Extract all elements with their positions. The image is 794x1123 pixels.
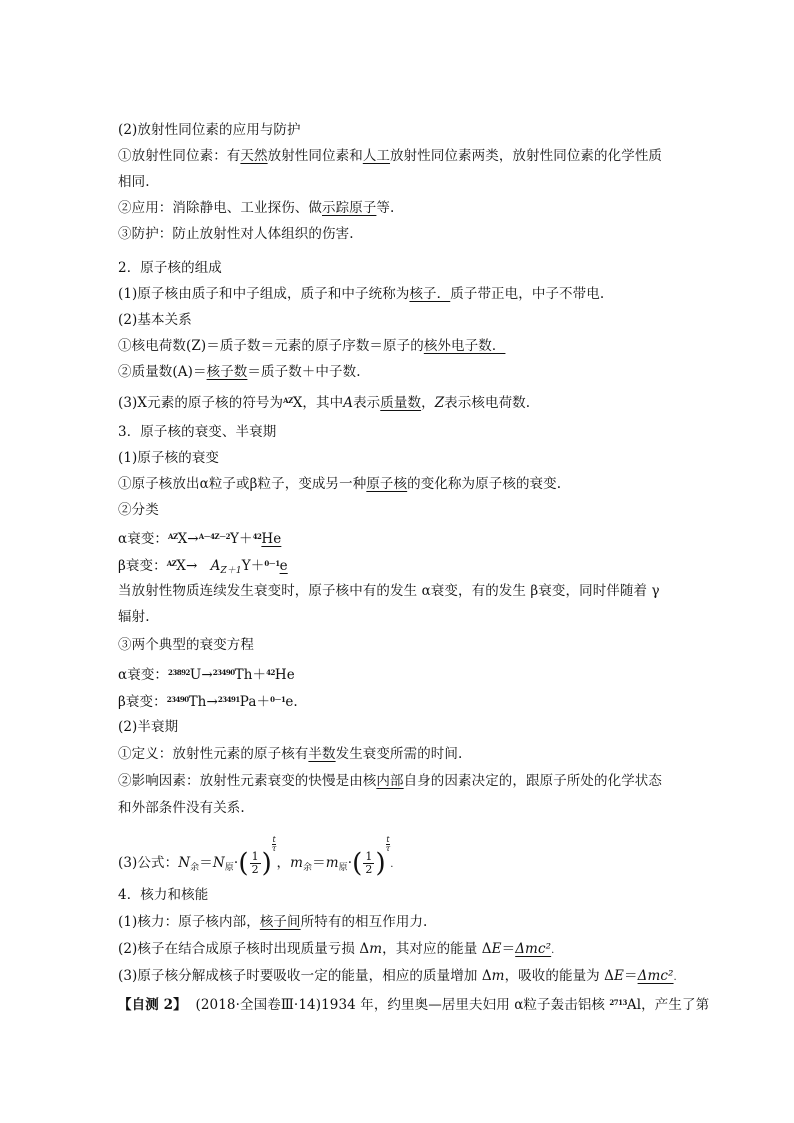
heading-isotope-use: (2)放射性同位素的应用与防护: [118, 122, 301, 138]
paragraph-binding-energy: (3)原子核分解成核子时要吸收一定的能量，相应的质量增加 Δm，吸收的能量为 ΔE＝Δmc².: [118, 968, 677, 984]
heading-typical-equations: ③两个典型的衰变方程: [118, 637, 254, 653]
equation-alpha-decay-uranium: α衰变：$^{23892}$U→$^{23490}$Th＋$^{42}$He: [118, 667, 295, 683]
heading-basic-relations: (2)基本关系: [118, 312, 192, 328]
paragraph-applications: ②应用：消除静电、工业探伤、做示踪原子等.: [118, 200, 395, 216]
self-test-label: 【自测 2】: [118, 997, 187, 1013]
equation-beta-decay-thorium: β衰变：$^{23490}$Th→$^{23491}$Pa＋$^{0-1}$e.: [118, 694, 298, 710]
paragraph-isotope-types: ①放射性同位素：有天然放射性同位素和人工放射性同位素两类，放射性同位素的化学性质: [118, 148, 663, 164]
paragraph-mass-defect: (2)核子在结合成原子核时出现质量亏损 Δm，其对应的能量 ΔE＝Δmc².: [118, 941, 555, 957]
paragraph-nucleons: (1)原子核由质子和中子组成，质子和中子统称为核子．质子带正电，中子不带电.: [118, 286, 605, 302]
equation-alpha-decay-general: α衰变：$^{AZ}$X→$^{A-4Z-2}$Y＋$^{42}$He: [118, 531, 282, 547]
fraction-one-half: $\frac{1}{2}$: [365, 850, 373, 876]
fraction-one-half: $\frac{1}{2}$: [251, 850, 259, 876]
paragraph-nuclear-force: (1)核力：原子核内部，核子间所特有的相互作用力.: [118, 914, 428, 930]
self-test-question: 【自测 2】 (2018·全国卷Ⅲ·14)1934 年，约里奥—居里夫妇用 α粒子轰击铝核 $^{2713}$Al，产生了第: [118, 997, 710, 1013]
paragraph-charge-number: ①核电荷数(Z)＝质子数＝元素的原子序数＝原子的核外电子数．: [118, 338, 506, 354]
heading-nuclear-decay: (1)原子核的衰变: [118, 450, 220, 466]
paragraph-decay-definition: ①原子核放出α粒子或β粒子，变成另一种原子核的变化称为原子核的衰变.: [118, 476, 562, 492]
paragraph-influencing-factors-cont: 和外部条件没有关系.: [118, 800, 245, 816]
paragraph-nucleus-symbol: (3)X元素的原子核的符号为$^{AZ}$X，其中A表示质量数，Z表示核电荷数.: [118, 395, 531, 411]
exponent-t-over-tau: $\frac{t}{\tau}$: [271, 835, 277, 853]
formula-half-life: (3)公式：$N_余=N_原\cdot$( $\frac{1}{2}$ ) $\frac{t}{\tau}$ ，$m_余=m_原\cdot$( $\frac{1}{2}$ ) $\frac{t}{\tau}$ .: [118, 835, 394, 879]
section-heading-decay-halflife: 3．原子核的衰变、半衰期: [118, 424, 277, 440]
section-heading-nuclear-force: 4．核力和核能: [118, 887, 209, 903]
paragraph-mass-number: ②质量数(A)＝核子数＝质子数＋中子数.: [118, 364, 361, 380]
paragraph-half-life-definition: ①定义：放射性元素的原子核有半数发生衰变所需的时间.: [118, 746, 463, 762]
exponent-t-over-tau: $\frac{t}{\tau}$: [385, 835, 391, 853]
paragraph-continuous-decay-cont: 辐射.: [118, 609, 150, 625]
heading-half-life: (2)半衰期: [118, 719, 179, 735]
paragraph-protection: ③防护：防止放射性对人体组织的伤害.: [118, 226, 354, 242]
equation-beta-decay-general: β衰变：$^{AZ}$X→ $A_{Z+1}Y+^{0-1}e$: [118, 558, 288, 576]
section-heading-nucleus-composition: 2．原子核的组成: [118, 260, 222, 276]
paragraph-influencing-factors: ②影响因素：放射性元素衰变的快慢是由核内部自身的因素决定的，跟原子所处的化学状态: [118, 773, 663, 789]
paragraph-continuous-decay: 当放射性物质连续发生衰变时，原子核中有的发生 α衰变，有的发生 β衰变，同时伴随着 γ: [118, 583, 660, 599]
paragraph-isotope-types-cont: 相同.: [118, 174, 150, 190]
heading-classification: ②分类: [118, 502, 159, 518]
